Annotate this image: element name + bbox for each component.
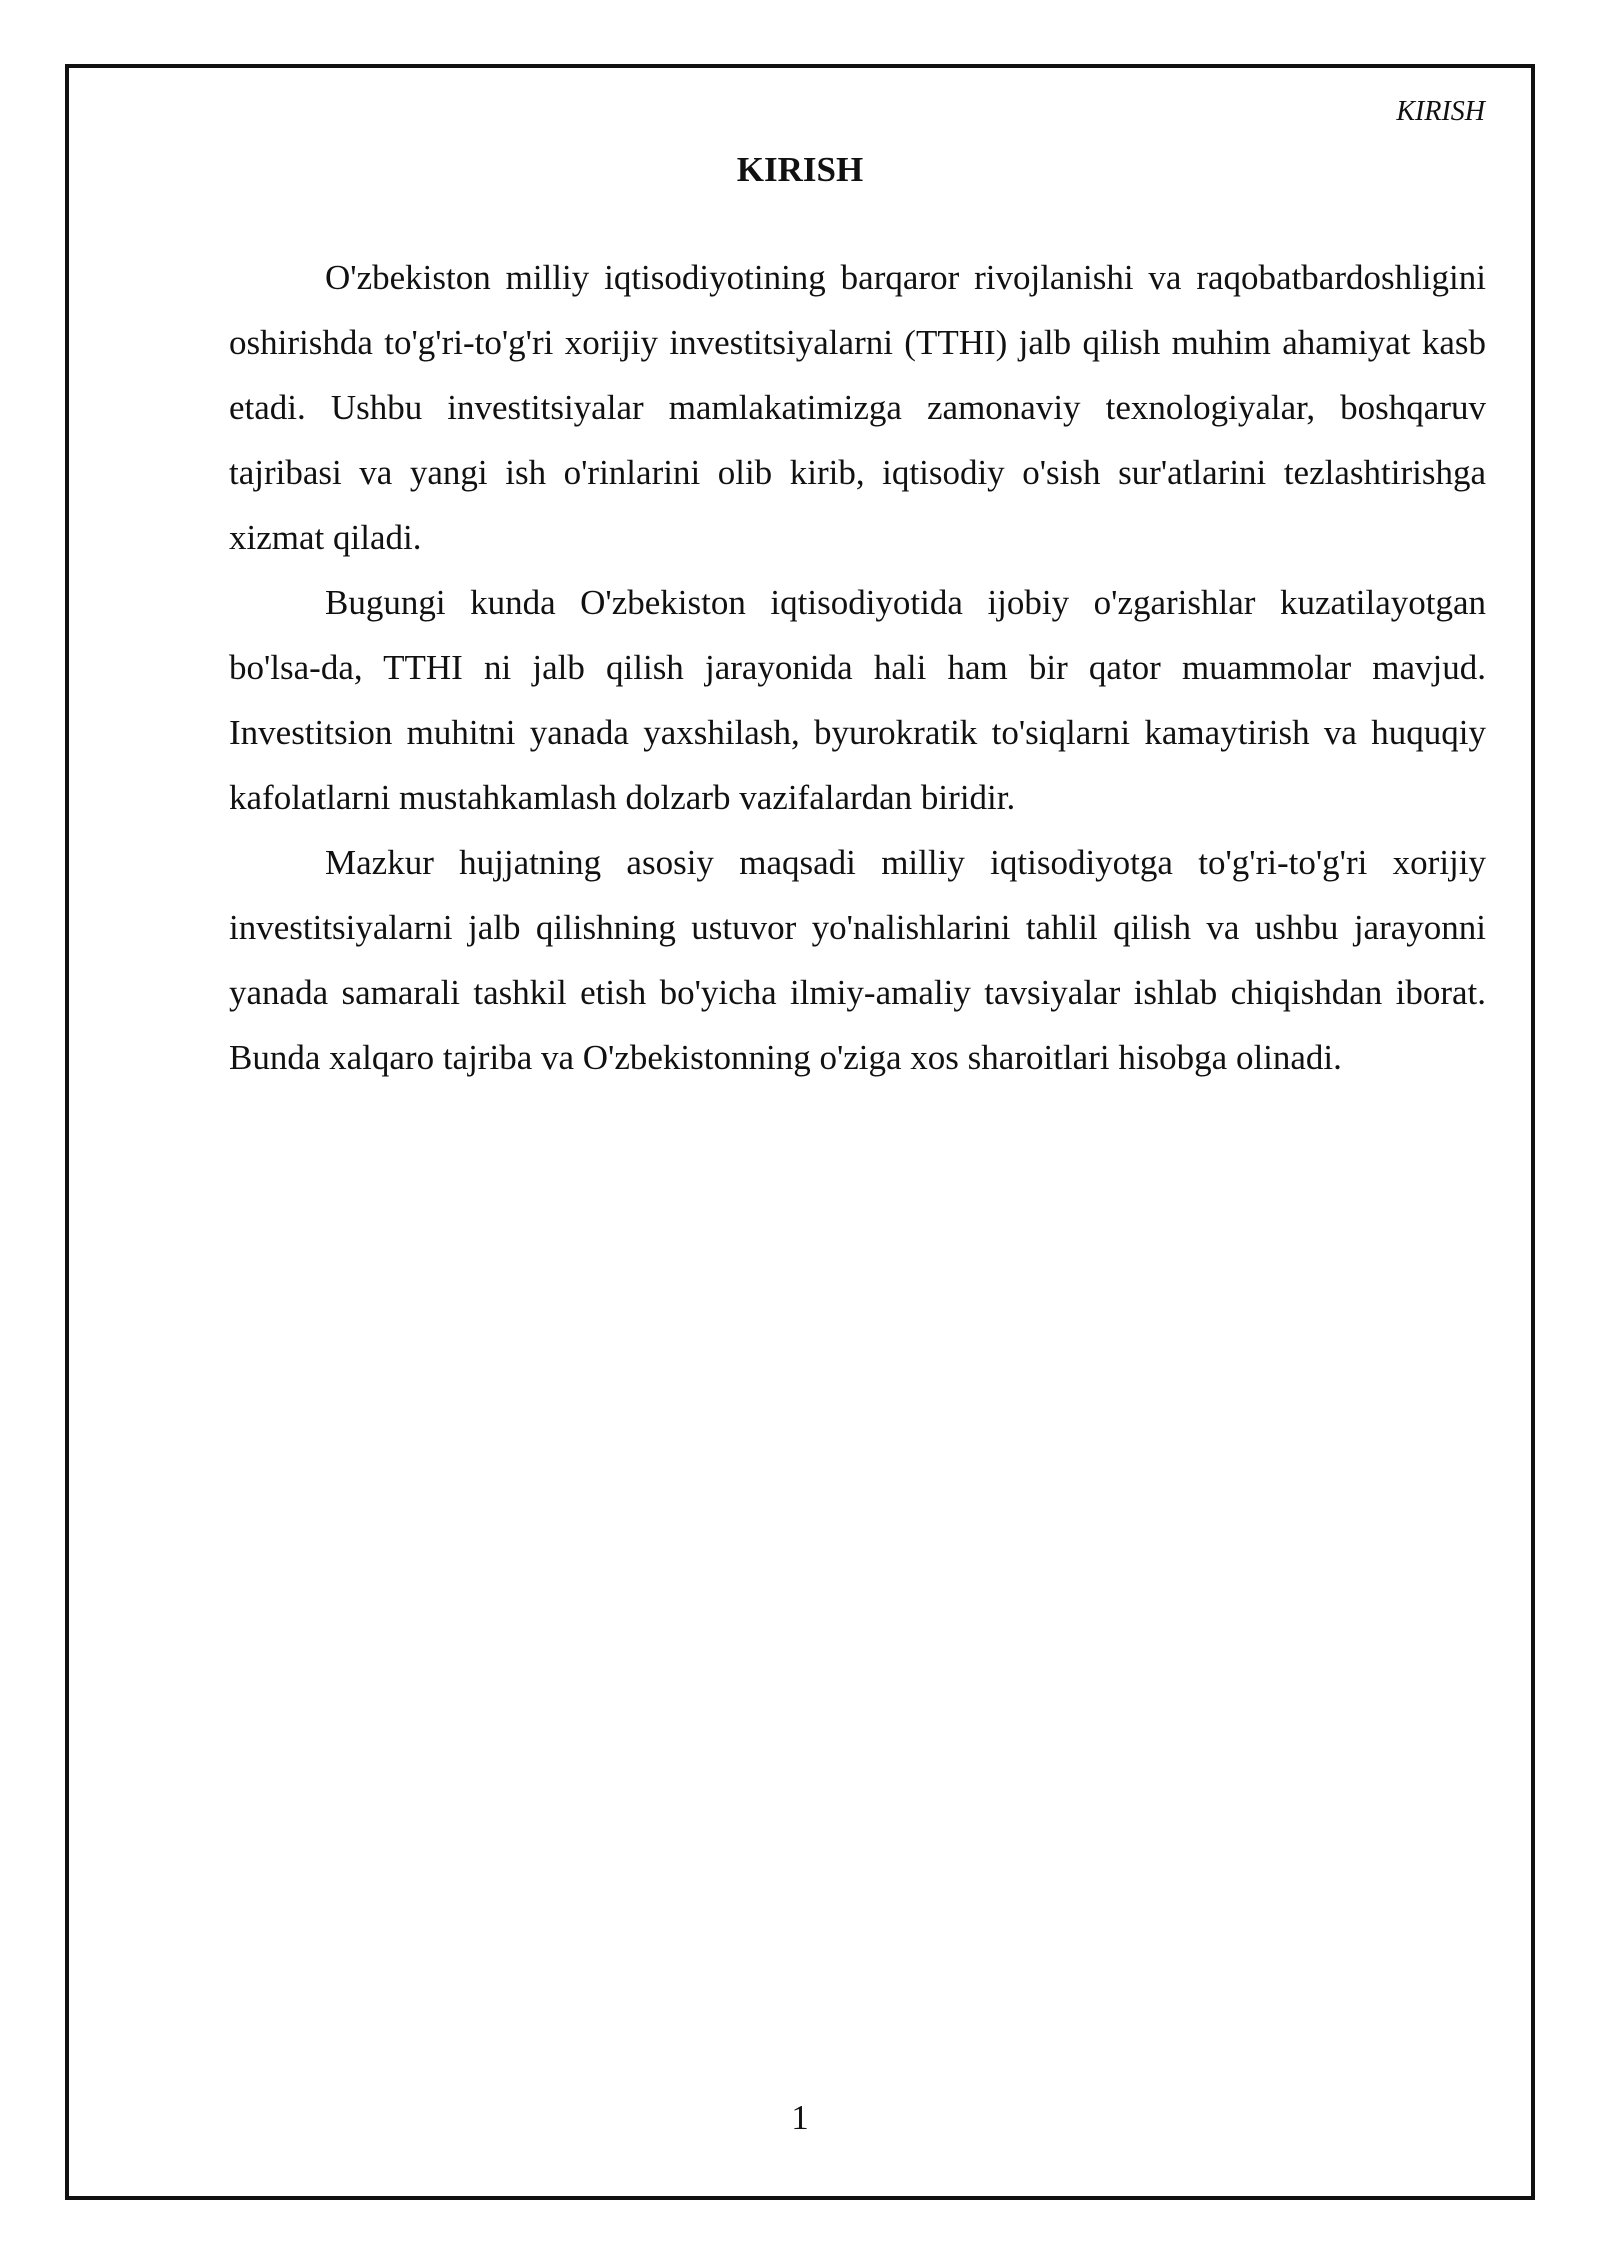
body-text xyxy=(229,245,1486,1090)
paragraph-2: Bugungi kunda O'zbekiston iqtisodiyotida ijobiy o'zgarishlar kuzatilayotgan bo'lsa-da, TTHI ni jalb qilish jarayonida hali ham bir qator muammolar mavjud. Investitsion muhitni yanada yaxshilash, byurokratik to'siqlarni kamaytirish va huquqiy kafolatlarni mustahkamlash dolzarb vazifalardan biridir. xyxy=(229,583,1486,817)
paragraph-3: Mazkur hujjatning asosiy maqsadi milliy iqtisodiyotga to'g'ri-to'g'ri xorijiy investitsiyalarni jalb qilishning ustuvor yo'nalishlarini tahlil qilish va ushbu jarayonni yanada samarali tashkil etish bo'yicha ilmiy-amaliy tavsiyalar ishlab chiqishdan iborat. Bunda xalqaro tajriba va O'zbekistonning o'ziga xos sharoitlari hisobga olinadi. xyxy=(229,843,1486,1077)
page-title: KIRISH xyxy=(736,150,864,189)
paragraph-1: O'zbekiston milliy iqtisodiyotining barqaror rivojlanishi va raqobatbardoshligini oshirishda to'g'ri-to'g'ri xorijiy investitsiyalarni (TTHI) jalb qilish muhim ahamiyat kasb etadi. Ushbu investitsiyalar mamlakatimizga zamonaviy texnologiyalar, boshqaruv tajribasi va yangi ish o'rinlarini olib kirib, iqtisodiy o'sish sur'atlarini tezlashtirishga xizmat qiladi. xyxy=(229,258,1486,557)
running-header: KIRISH xyxy=(1396,96,1485,127)
page-number: 1 xyxy=(791,2098,809,2137)
